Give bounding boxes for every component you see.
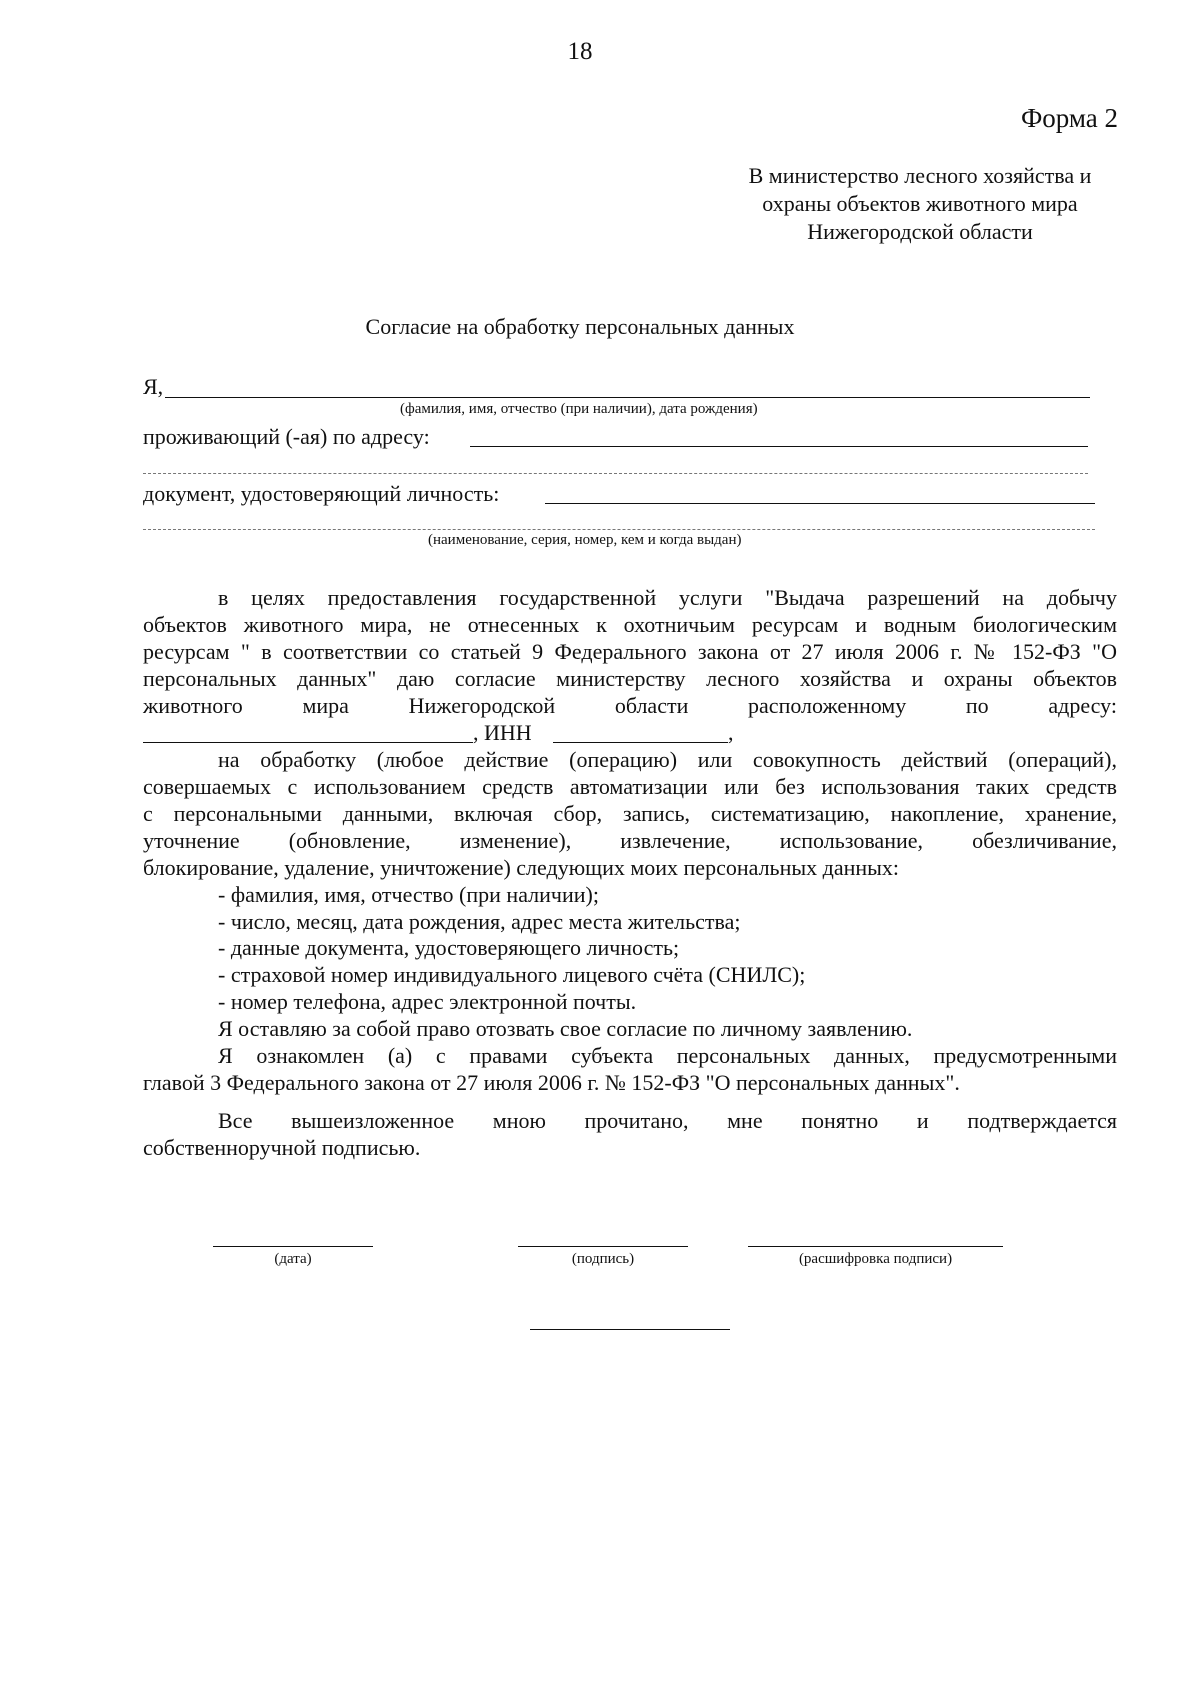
- acquainted-line-1: [218, 1043, 1117, 1069]
- confirm-word: вышеизложенное: [291, 1108, 455, 1133]
- purpose-word: животного: [143, 693, 243, 718]
- confirm-word: прочитано,: [584, 1108, 689, 1133]
- address-continuation-line[interactable]: [143, 473, 1088, 474]
- document-caption: (наименование, серия, номер, кем и когда выдан): [428, 532, 742, 548]
- inn-label: , ИНН: [473, 720, 532, 745]
- confirm-line-1: [218, 1108, 1117, 1134]
- signature-decode-field-line[interactable]: [748, 1246, 1003, 1247]
- inn-suffix: ,: [728, 720, 734, 745]
- name-caption: (фамилия, имя, отчество (при наличии), дата рождения): [400, 401, 758, 417]
- address-label: проживающий (-ая) по адресу:: [143, 424, 430, 449]
- document-label: документ, удостоверяющий личность:: [143, 481, 500, 506]
- page-number: 18: [567, 38, 593, 65]
- addressee-line-2: охраны объектов животного мира: [762, 191, 1078, 216]
- address-field-line[interactable]: [470, 446, 1088, 447]
- purpose-word: адресу:: [1048, 693, 1117, 718]
- i-label: Я,: [143, 374, 164, 399]
- acquainted-line-1-text: Я ознакомлен (а) с правами субъекта персональных данных, предусмотренными: [218, 1043, 1117, 1068]
- processing-line-2-text: совершаемых с использованием средств автоматизации или без использования таких средств: [143, 774, 1117, 799]
- processing-word: обезличивание,: [972, 828, 1117, 853]
- revoke-statement: Я оставляю за собой право отозвать свое согласие по личному заявлению.: [218, 1015, 913, 1041]
- acquainted-line-2: главой 3 Федерального закона от 27 июля 2006 г. № 152-ФЗ "О персональных данных".: [143, 1070, 960, 1095]
- processing-line-2: [143, 774, 1117, 800]
- purpose-line-4-text: персональных данных" даю согласие министерству лесного хозяйства и охраны объектов: [143, 666, 1117, 691]
- personal-data-list: [218, 882, 912, 1042]
- confirm-line-2: собственноручной подписью.: [143, 1135, 421, 1160]
- purpose-word: расположенному: [748, 693, 907, 718]
- name-field-line[interactable]: [165, 397, 1090, 398]
- purpose-line-2: [143, 612, 1117, 638]
- confirm-word: понятно: [801, 1108, 879, 1133]
- list-item: - число, месяц, дата рождения, адрес места жительства;: [218, 908, 741, 934]
- date-caption: (дата): [274, 1251, 312, 1267]
- purpose-word: Нижегородской: [408, 693, 556, 718]
- signature-field-line[interactable]: [518, 1246, 688, 1247]
- purpose-line-3: [143, 639, 1117, 665]
- processing-line-3: [143, 801, 1117, 827]
- document-field-line[interactable]: [545, 503, 1095, 504]
- processing-word: изменение),: [459, 828, 572, 853]
- purpose-line-1-text: в целях предоставления государственной услуги "Выдача разрешений на добычу: [218, 585, 1117, 610]
- purpose-line-2-text: объектов животного мира, не отнесенных к охотничьим ресурсам и водным биологическим: [143, 612, 1117, 637]
- processing-line-3-text: с персональными данными, включая сбор, запись, систематизацию, накопление, хранение,: [143, 801, 1117, 826]
- processing-line-5: блокирование, удаление, уничтожение) следующих моих персональных данных:: [143, 855, 900, 880]
- signature-decode-caption: (расшифровка подписи): [798, 1251, 953, 1267]
- purpose-line-1: [218, 585, 1117, 611]
- processing-line-1-text: на обработку (любое действие (операцию) или совокупность действий (операций),: [218, 747, 1117, 772]
- purpose-word: мира: [302, 693, 349, 718]
- purpose-line-3-text: ресурсам " в соответствии со статьей 9 Федерального закона от 27 июля 2006 г. № 152-ФЗ "О: [143, 639, 1117, 664]
- list-item: - страховой номер индивидуального лицевого счёта (СНИЛС);: [218, 962, 806, 988]
- confirm-word: мне: [727, 1108, 763, 1133]
- confirm-word: подтверждается: [967, 1108, 1117, 1133]
- document-title: Согласие на обработку персональных данных: [365, 314, 795, 339]
- list-item: - фамилия, имя, отчество (при наличии);: [218, 882, 599, 907]
- processing-word: уточнение: [143, 828, 240, 853]
- addressee-block: [720, 162, 1120, 246]
- processing-word: (обновление,: [288, 828, 411, 853]
- end-separator-line: [530, 1329, 730, 1330]
- signature-caption: (подпись): [571, 1251, 635, 1267]
- processing-line-4: [143, 828, 1117, 854]
- confirm-word: Все: [218, 1108, 253, 1133]
- purpose-word: по: [965, 693, 989, 718]
- list-item: - номер телефона, адрес электронной почты.: [218, 988, 637, 1014]
- confirm-word: мною: [492, 1108, 546, 1133]
- date-field-line[interactable]: [213, 1246, 373, 1247]
- purpose-word: области: [614, 693, 689, 718]
- inn-field-line[interactable]: [553, 742, 728, 743]
- purpose-line-4: [143, 666, 1117, 692]
- processing-line-1: [218, 747, 1117, 773]
- addressee-line-1: В министерство лесного хозяйства и: [748, 163, 1092, 188]
- confirm-word: и: [916, 1108, 929, 1133]
- ministry-address-field-line[interactable]: [143, 742, 473, 743]
- purpose-line-5: [143, 693, 1117, 719]
- processing-word: извлечение,: [620, 828, 731, 853]
- processing-word: использование,: [779, 828, 924, 853]
- list-item: - данные документа, удостоверяющего личность;: [218, 935, 680, 961]
- addressee-line-3: Нижегородской области: [807, 219, 1033, 244]
- document-continuation-line[interactable]: [143, 529, 1095, 530]
- form-label: Форма 2: [1020, 103, 1118, 133]
